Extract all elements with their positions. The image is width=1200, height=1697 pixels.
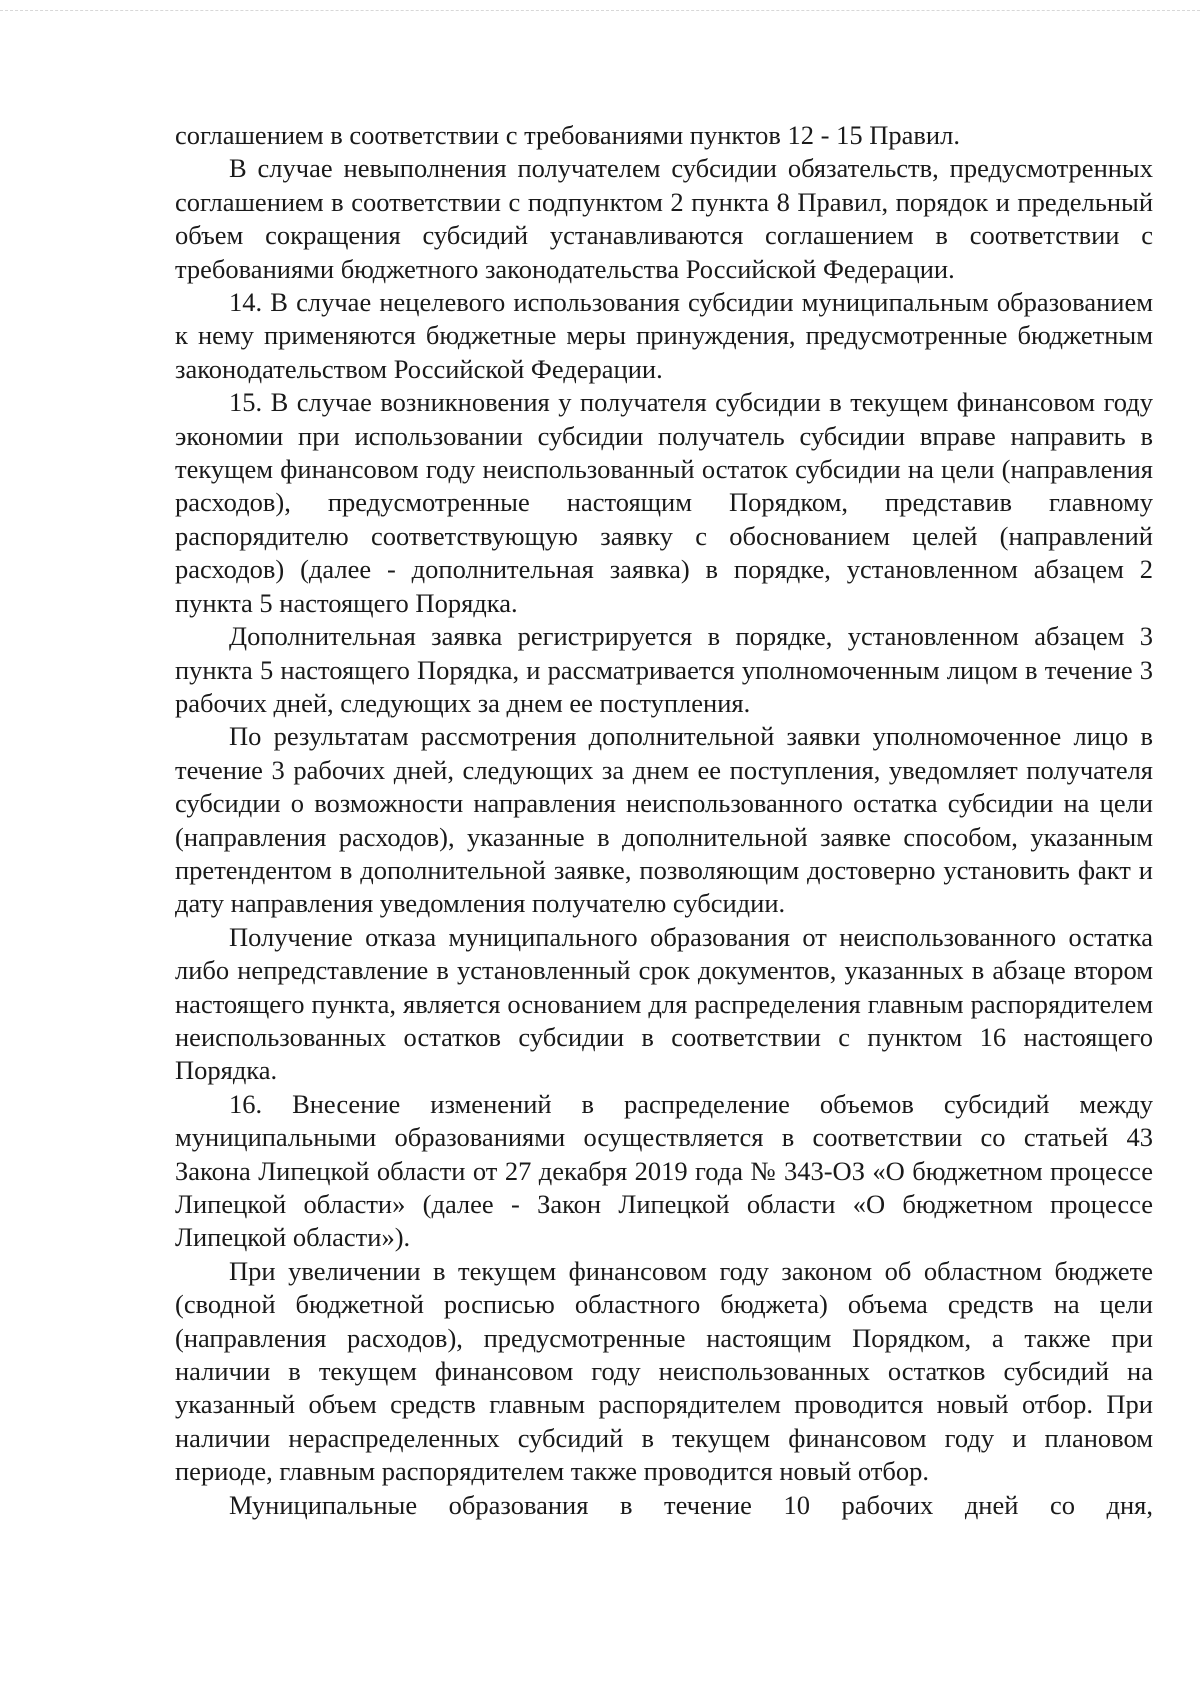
paragraph-municipalities: Муниципальные образования в течение 10 рабочих дней со дня,: [229, 1489, 1153, 1520]
paragraph-item-15: 15. В случае возникновения у получателя субсидии в текущем финансовом году экономии при использовании субсидии получатель субсидии вправе направить в текущем финансовом году неиспользованный остаток субсидии на цели (направления расходов), предусмотренные настоящим Порядком, представив главному распорядителю соответствующую заявку с обоснованием целей (направлений расходов) (далее - дополнительная заявка) в порядке, установленном абзацем 2 пункта 5 настоящего Порядка.: [175, 387, 1153, 618]
paragraph-review-results: По результатам рассмотрения дополнительной заявки уполномоченное лицо в течение 3 рабочих дней, следующих за днем ее поступления, уведомляет получателя субсидии о возможности направления неиспользованного остатка субсидии на цели (направления расходов), указанные в дополнительной заявке способом, указанным претендентом в дополнительной заявке, позволяющим достоверно установить факт и дату направления уведомления получателю субсидии.: [175, 721, 1153, 919]
paragraph-subsidy-obligations: В случае невыполнения получателем субсидии обязательств, предусмотренных соглашением в соответствии с подпунктом 2 пункта 8 Правил, порядок и предельный объем сокращения субсидий устанавливаются соглашением в соответствии с требованиями бюджетного законодательства Российской Федерации.: [175, 153, 1153, 284]
scan-edge-line: [0, 10, 1200, 11]
paragraph-continuation: соглашением в соответствии с требованиями пунктов 12 - 15 Правил.: [175, 120, 960, 150]
paragraph-budget-increase: При увеличении в текущем финансовом году законом об областном бюджете (сводной бюджетной росписью областного бюджета) объема средств на цели (направления расходов), предусмотренные настоящим Порядком, а также при наличии в текущем финансовом году неиспользованных остатков субсидий на указанный объем средств главным распорядителем проводится новый отбор. При наличии нераспределенных субсидий в текущем финансовом году и плановом периоде, главным распорядителем также проводится новый отбор.: [175, 1255, 1153, 1487]
paragraph-refusal: Получение отказа муниципального образования от неиспользованного остатка либо непредставление в установленный срок документов, указанных в абзаце втором настоящего пункта, является основанием для распределения главным распорядителем неиспользованных остатков субсидии в соответствии с пунктом 16 настоящего Порядка.: [175, 921, 1153, 1086]
document-body: [175, 119, 1153, 1522]
paragraph-item-16: 16. Внесение изменений в распределение объемов субсидий между муниципальными образованиями осуществляется в соответствии со статьей 43 Закона Липецкой области от 27 декабря 2019 года № 343-ОЗ «О бюджетном процессе Липецкой области» (далее - Закон Липецкой области «О бюджетном процессе Липецкой области»).: [175, 1088, 1153, 1253]
paragraph-additional-request: Дополнительная заявка регистрируется в порядке, установленном абзацем 3 пункта 5 настоящего Порядка, и рассматривается уполномоченным лицом в течение 3 рабочих дней, следующих за днем ее поступления.: [175, 621, 1153, 718]
paragraph-item-14: 14. В случае нецелевого использования субсидии муниципальным образованием к нему применяются бюджетные меры принуждения, предусмотренные бюджетным законодательством Российской Федерации.: [175, 287, 1153, 384]
